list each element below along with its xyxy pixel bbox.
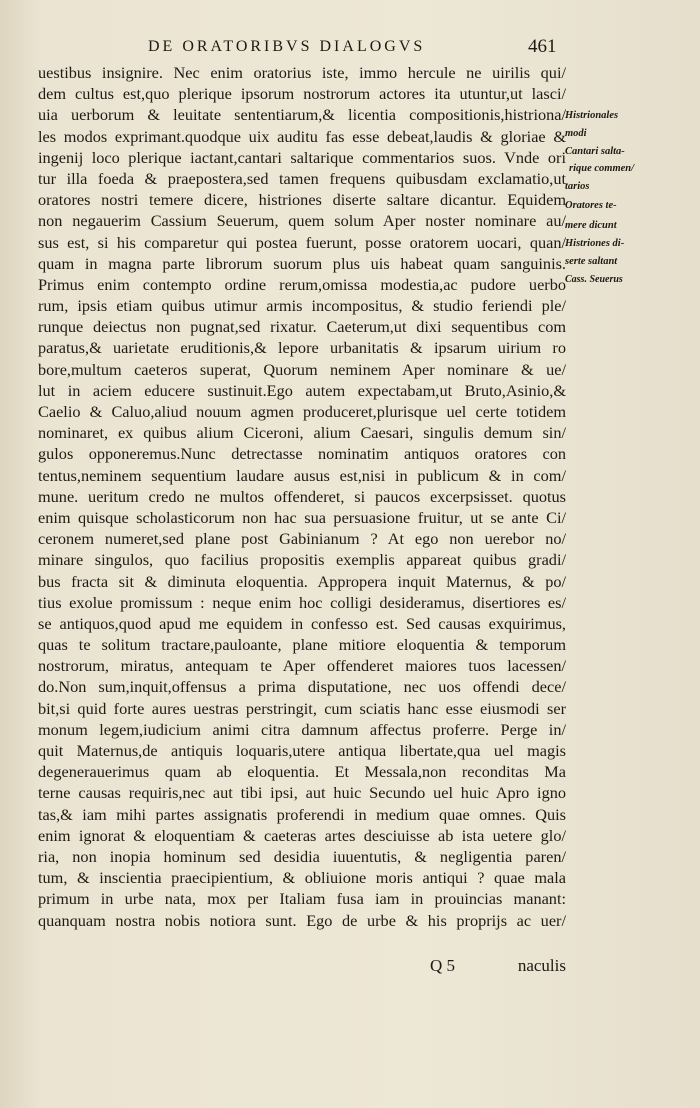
text-line: minare singulos, quo facilius propositis exemplis appareat quibus gradi/: [38, 550, 566, 570]
text-line: uia uerborum & leuitate sententiarum,& licentia compositionis,histriona/: [38, 105, 566, 125]
margin-note-oratores-2: mere dicunt: [565, 220, 617, 231]
signature-mark: Q 5: [430, 956, 456, 975]
text-line: dem cultus est,quo plerique ipsorum nostrorum actores ita utuntur,ut lasci/: [38, 84, 566, 104]
text-line: gulos opponeremus.Nunc detrectasse nominatim antiquos oratores con: [38, 444, 566, 464]
text-line: tius exolue promissum : neque enim hoc colligi desideramus, disertiores es/: [38, 592, 566, 612]
text-line: ria, non inopia hominum sed desidia iuuentutis, & negligentia paren/: [38, 846, 566, 866]
margin-note-modi: modi: [565, 128, 587, 139]
text-line: tur illa foeda & praepostera,sed tamen frequens quibusdam exclamatio,ut: [38, 168, 566, 188]
text-line: bus fracta sit & diminuta eloquentia. Appropera inquit Maternus, & po/: [38, 571, 566, 591]
page-number: 461: [528, 36, 557, 57]
text-line: nominaret, ex quibus alium Ciceroni, alium Caesari, singulis demum sin/: [38, 423, 566, 443]
text-line: ceronem numeret,sed plane post Gabinianum ? At ego non uerebor no/: [38, 529, 566, 549]
text-line: quam in magna parte librorum suorum plus uis habeat quam sanguinis.: [38, 253, 566, 273]
text-line: do.Non sum,inquit,offensus a prima disputatione, nec uos offendi dece/: [38, 677, 566, 697]
text-line: primum in urbe nata, mox per Italiam fusa iam in prouincias manant:: [38, 889, 566, 909]
text-line: non negauerim Cassium Seuerum, quem solum Aper noster nominare au/: [38, 211, 566, 231]
margin-note-histriones-1: Histriones di-: [565, 238, 625, 249]
text-line: les modos exprimant.quodque uix auditu fas esse debeat,laudis & gloriae &: [38, 126, 566, 146]
text-line: terne causas requiris,nec aut tibi ipsi, aut huic Secundo uel huic Apro igno: [38, 783, 566, 803]
text-line: ingenij loco plerique iactant,cantari saltarique commentarios suos. Vnde ori: [38, 147, 566, 167]
text-line: tas,& iam mihi partes assignatis proferendi in medium quae omnes. Quis: [38, 804, 566, 824]
margin-note-oratores-1: Oratores te-: [565, 200, 617, 211]
text-line: monum legem,iudicium animi citra damnum affectus proferre. Perge in/: [38, 719, 566, 739]
text-line: degenerauerimus quam ab eloquentia. Et Messala,non reconditas Ma: [38, 762, 566, 782]
text-line: lut in aciem educere sustinuit.Ego autem expectabam,ut Bruto,Asinio,&: [38, 380, 566, 400]
text-line: paratus,& uarietate eruditionis,& lepore urbanitatis & ipsarum uirium ro: [38, 338, 566, 358]
text-line: Primus enim contempto ordine rerum,omissa modestia,ac pudore uerbo: [38, 274, 566, 294]
text-line: enim quisque scholasticorum non hac sua persuasione fruitur, ut se ante Ci/: [38, 507, 566, 527]
running-head-title: DE ORATORIBVS DIALOGVS: [148, 38, 426, 55]
text-line: enim ignorat & eloquentiam & caeteras artes desciuisse ab ista uetere glo/: [38, 825, 566, 845]
text-line: tum, & inscientia praecipientium, & obliuione moris antiqui ? quae mala: [38, 868, 566, 888]
text-line: oratores nostri temere dicere, histriones diserte saltare dicantur. Equidem: [38, 190, 566, 210]
text-line: se antiquos,quod apud me equidem in confesso est. Sed causas exquirimus,: [38, 613, 566, 633]
text-line: uestibus insignire. Nec enim oratorius iste, immo hercule ne uirilis qui/: [38, 63, 566, 82]
margin-note-cantari-3: tarios: [565, 181, 590, 192]
text-line: mune. ueritum credo ne multos offenderet, si paucos excerpsisset. quotus: [38, 486, 566, 506]
text-line: tentus,neminem sequentium laudare ausus est,nisi in publicum & in com/: [38, 465, 566, 485]
margin-note-cantari-1: Cantari salta-: [565, 146, 625, 157]
text-line: bit,si quid forte aures uestras perstringit, cum sciatis hanc esse eiusmodi ser: [38, 698, 566, 718]
text-line: sus est, si his comparetur qui postea fuerunt, posse oratorem uocari, quan/: [38, 232, 566, 252]
catchword: naculis: [517, 956, 566, 975]
text-line: rum, ipsis etiam quibus utimur armis incompositus, & studio feriendi ple/: [38, 296, 566, 316]
text-line: nostrorum, miratus, antequam te Aper offenderet maiores tuos lacessen/: [38, 656, 566, 676]
text-line: quit Maternus,de antiquis loquaris,utere antiqua libertate,qua uel magis: [38, 741, 566, 760]
margin-note-histrionales: Histrionales: [565, 110, 619, 121]
text-line: quanquam nostra nobis notiora sunt. Ego de urbe & his proprijs ac uer/: [38, 910, 566, 930]
margin-note-cassius: Cass. Seuerus: [565, 274, 623, 285]
margin-note-histriones-2: serte saltant: [565, 256, 618, 267]
main-text-block: [38, 62, 566, 931]
text-line: quas te solitum tractare,pauloante, plane mitiore eloquentia & temporum: [38, 635, 566, 655]
text-line: runque deiectus non pugnat,sed rixatur. Caeterum,ut dixi sequentibus com: [38, 317, 566, 337]
margin-note-cantari-2: rique commen/: [569, 163, 635, 174]
text-line: Caelio & Caluo,aliud nouum agmen produceret,plurisque uel certe totidem: [38, 402, 566, 421]
signature-line: [424, 956, 566, 976]
text-line: bore,multum caeteros superat, Quorum neminem Aper nominare & ue/: [38, 359, 566, 379]
